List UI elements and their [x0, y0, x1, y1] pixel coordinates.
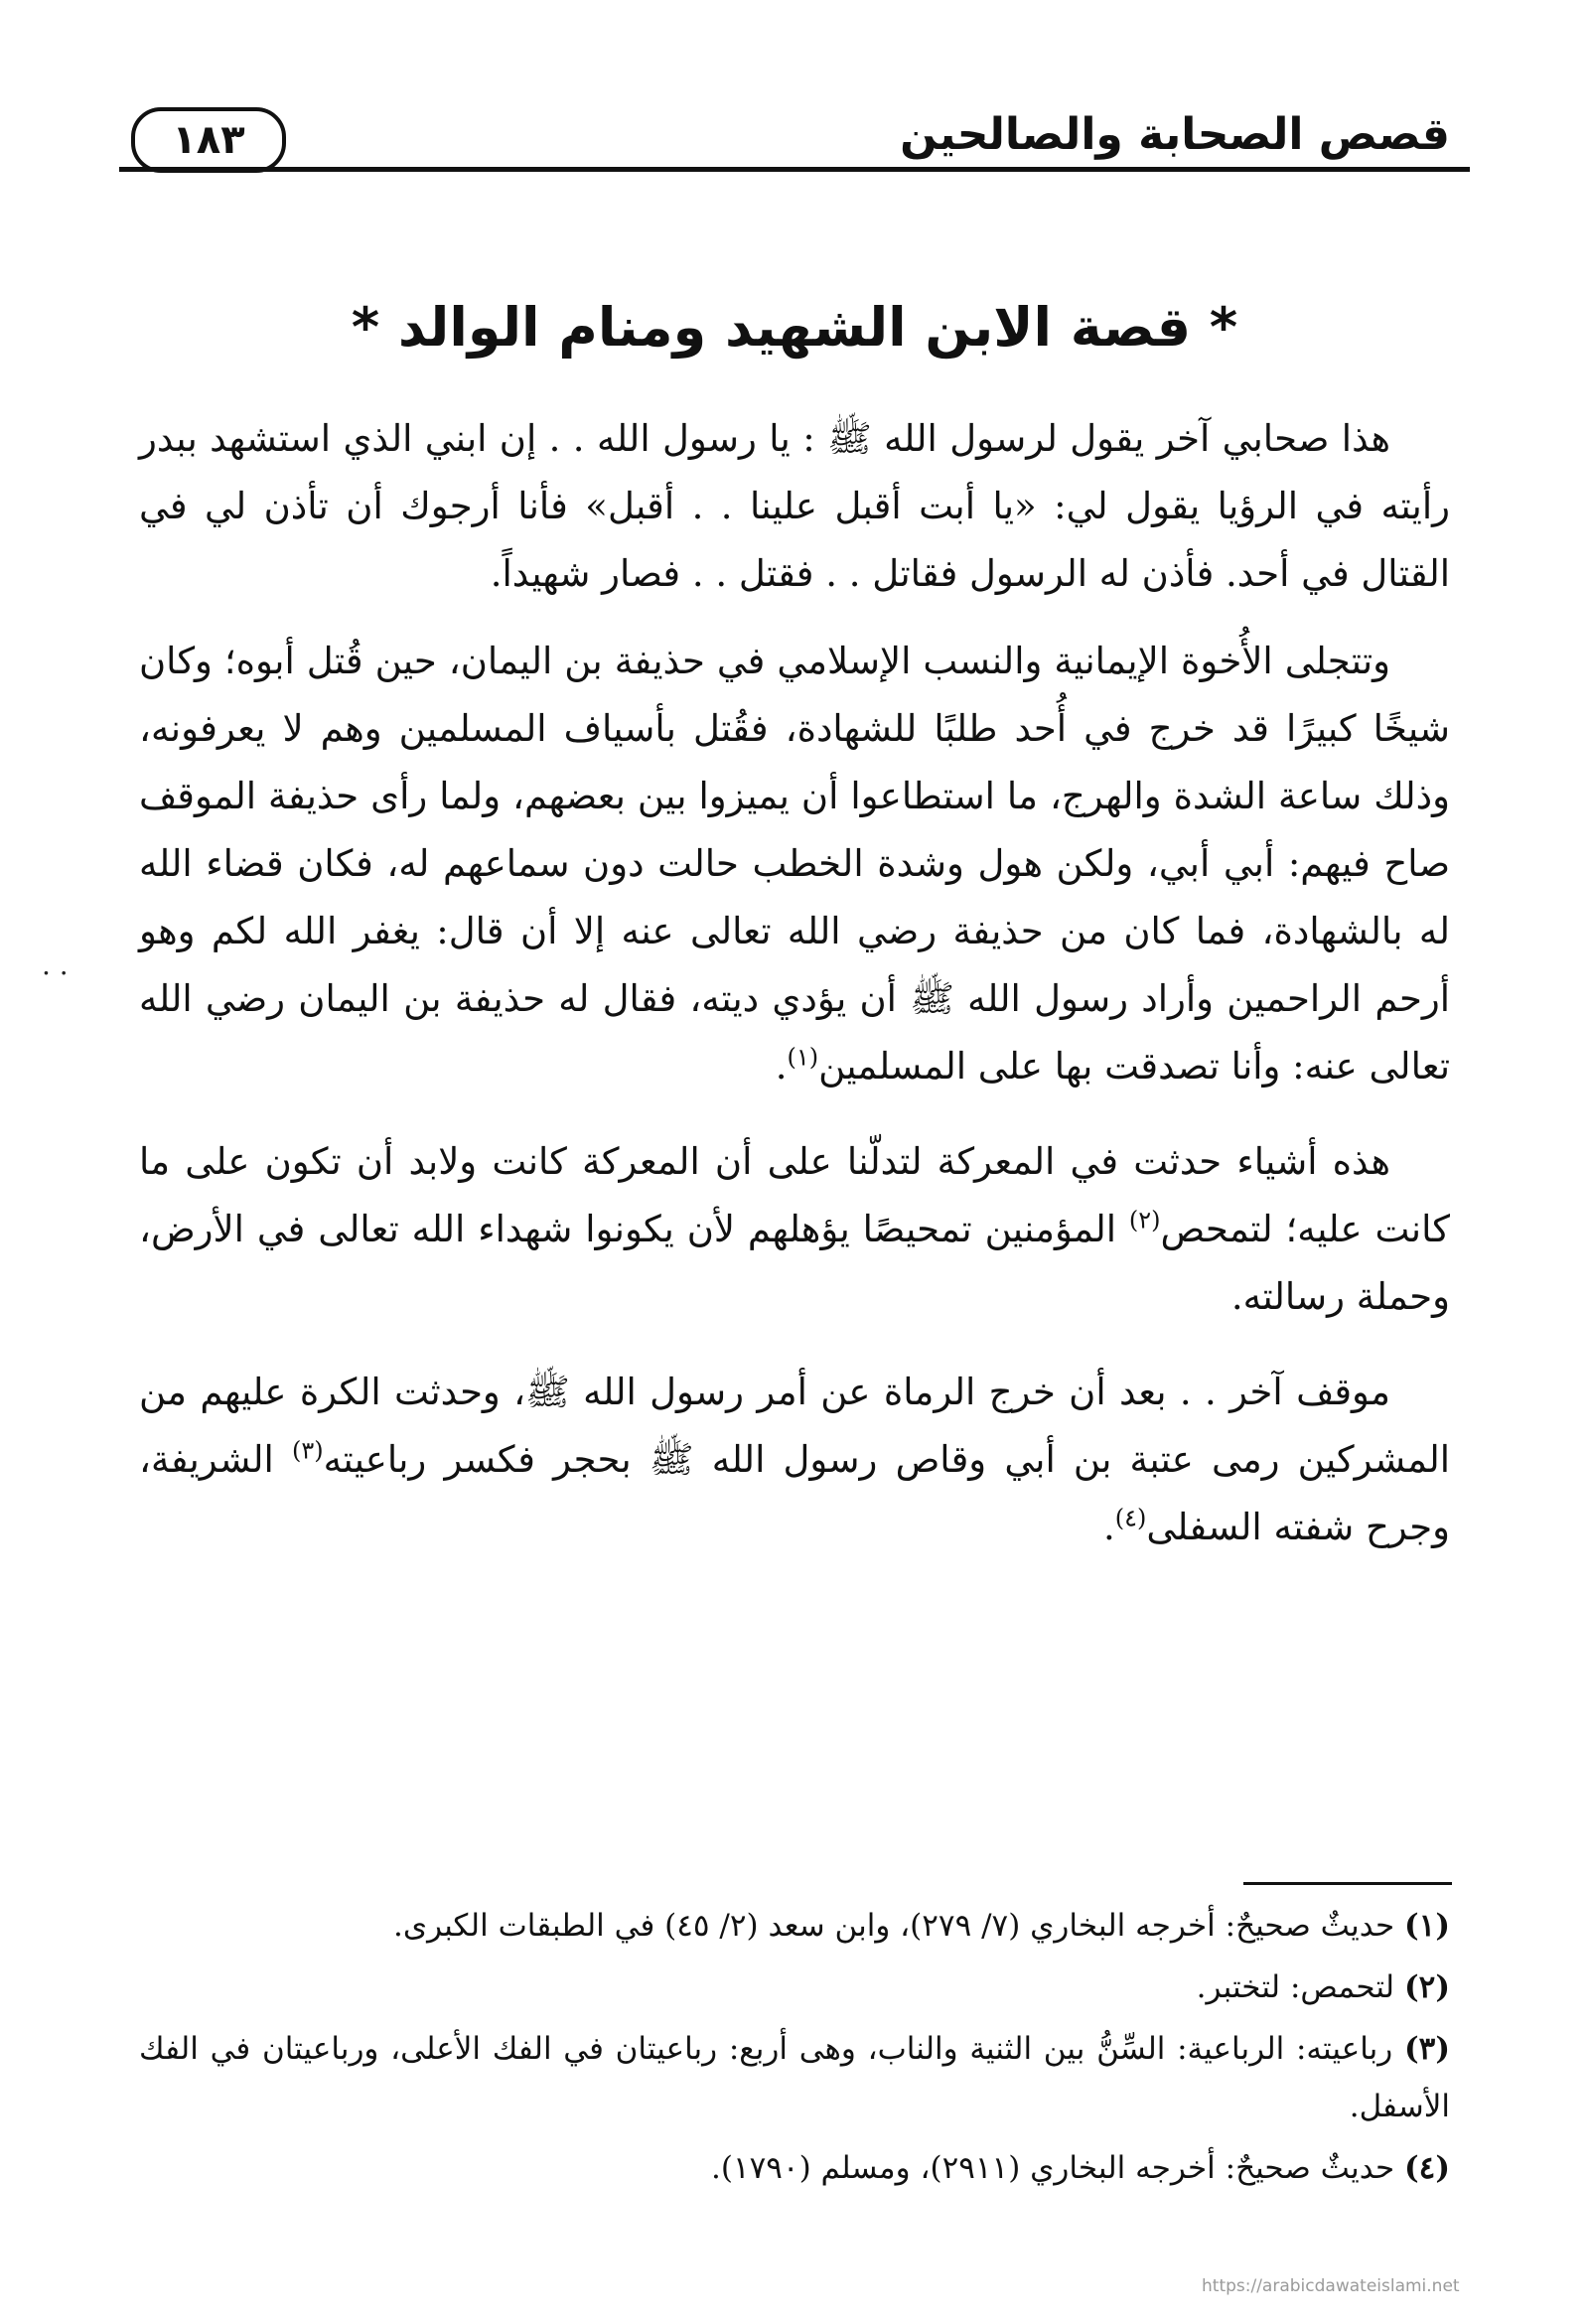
- footnote-text: لتحمص: لتختبر.: [1196, 1969, 1395, 2005]
- footnote-3: [139, 2020, 1450, 2135]
- stray-marks: . .: [42, 948, 69, 981]
- book-title: قصص الصحابة والصالحين: [900, 109, 1450, 160]
- footnote-number: (٣): [1404, 2031, 1450, 2067]
- footnote-1: [139, 1897, 1450, 1955]
- paragraph-1: [139, 405, 1450, 608]
- footnote-number: (١): [1404, 1908, 1450, 1944]
- paragraph-3-text: هذه أشياء حدثت في المعركة لتدلّنا على أن المعركة كانت ولابد أن تكون على ما كانت عليه؛ لتمحص: [139, 1140, 1450, 1250]
- footnote-number: (٢): [1404, 1969, 1450, 2005]
- paragraph-2: [139, 628, 1450, 1100]
- paragraph-2-text: وتتجلى الأُخوة الإيمانية والنسب الإسلامي في حذيفة بن اليمان، حين قُتل أبوه؛ وكان شيخًا كبيرًا قد خرج في أُحد طلبًا للشهادة، فقُتل بأسياف المسلمين وهم لا يعرفونه، وذلك ساعة الشدة والهرج، ما استطاعوا أن يميزوا بين بعضهم، ولما رأى حذيفة الموقف صاح فيهم: أبي أبي، ولكن هول وشدة الخطب حالت دون سماعهم له، فكان قضاء الله له بالشهادة، فما كان من حذيفة رضي الله تعالى عنه إلا أن قال: يغفر الله لكم وهو أرحم الراحمين وأراد رسول الله ﷺ أن يؤدي ديته، فقال له حذيفة بن اليمان رضي الله تعالى عنه: وأنا تصدقت بها على المسلمين: [139, 640, 1450, 1088]
- paragraph-2-end: .: [775, 1045, 788, 1088]
- chapter-title: * قصة الابن الشهيد ومنام الوالد *: [351, 296, 1238, 359]
- header-rule: [119, 167, 1470, 172]
- paragraph-4-end: .: [1102, 1506, 1115, 1548]
- footnote-ref-1[interactable]: (١): [787, 1043, 819, 1072]
- paragraph-3: [139, 1128, 1450, 1331]
- footnote-ref-2[interactable]: (٢): [1128, 1206, 1161, 1235]
- footnote-4: [139, 2139, 1450, 2197]
- footnote-ref-3[interactable]: (٣): [291, 1436, 324, 1465]
- footnote-text: رباعيته: الرباعية: السِّنُّ بين الثنية والناب، وهى أربع: رباعيتان في الفك الأعلى، ورباعيتان في الفك الأسفل.: [139, 2031, 1450, 2124]
- paragraph-4-text: موقف آخر . . بعد أن خرج الرماة عن أمر رسول الله ﷺ، وحدثت الكرة عليهم من المشركين رمى عتبة بن أبي وقاص رسول الله ﷺ بحجر فكسر رباعيته: [139, 1371, 1450, 1481]
- footnote-separator: [1243, 1882, 1452, 1885]
- footnote-text: حديثٌ صحيحٌ: أخرجه البخاري (٢٩١١)، ومسلم (١٧٩٠).: [711, 2150, 1395, 2186]
- paragraph-4-mid: الشريفة، وجرح شفته السفلى: [139, 1438, 1450, 1548]
- paragraph-4: [139, 1359, 1450, 1561]
- footnote-number: (٤): [1404, 2150, 1450, 2186]
- body-text: [139, 405, 1450, 1589]
- footnote-2: [139, 1959, 1450, 2016]
- footnotes: [139, 1897, 1450, 2201]
- paragraph-1-text: هذا صحابي آخر يقول لرسول الله ﷺ : يا رسول الله . . إن ابني الذي استشهد ببدر رأيته في الرؤيا يقول لي: «يا أبت أقبل علينا . . أقبل» فأنا أرجوك أن تأذن لي في القتال في أحد. فأذن له الرسول فقاتل . . فقتل . . فصار شهيداً.: [139, 417, 1450, 595]
- page-number: ١٨٣: [131, 107, 286, 173]
- watermark-url: https://arabicdawateislami.net: [1202, 2276, 1460, 2296]
- footnote-ref-4[interactable]: (٤): [1114, 1504, 1147, 1532]
- paragraph-3-rest: المؤمنين تمحيصًا يؤهلهم لأن يكونوا شهداء الله تعالى في الأرض، وحملة رسالته.: [139, 1208, 1450, 1318]
- footnote-text: حديثٌ صحيحٌ: أخرجه البخاري (٧/ ٢٧٩)، وابن سعد (٢/ ٤٥) في الطبقات الكبرى.: [392, 1908, 1395, 1944]
